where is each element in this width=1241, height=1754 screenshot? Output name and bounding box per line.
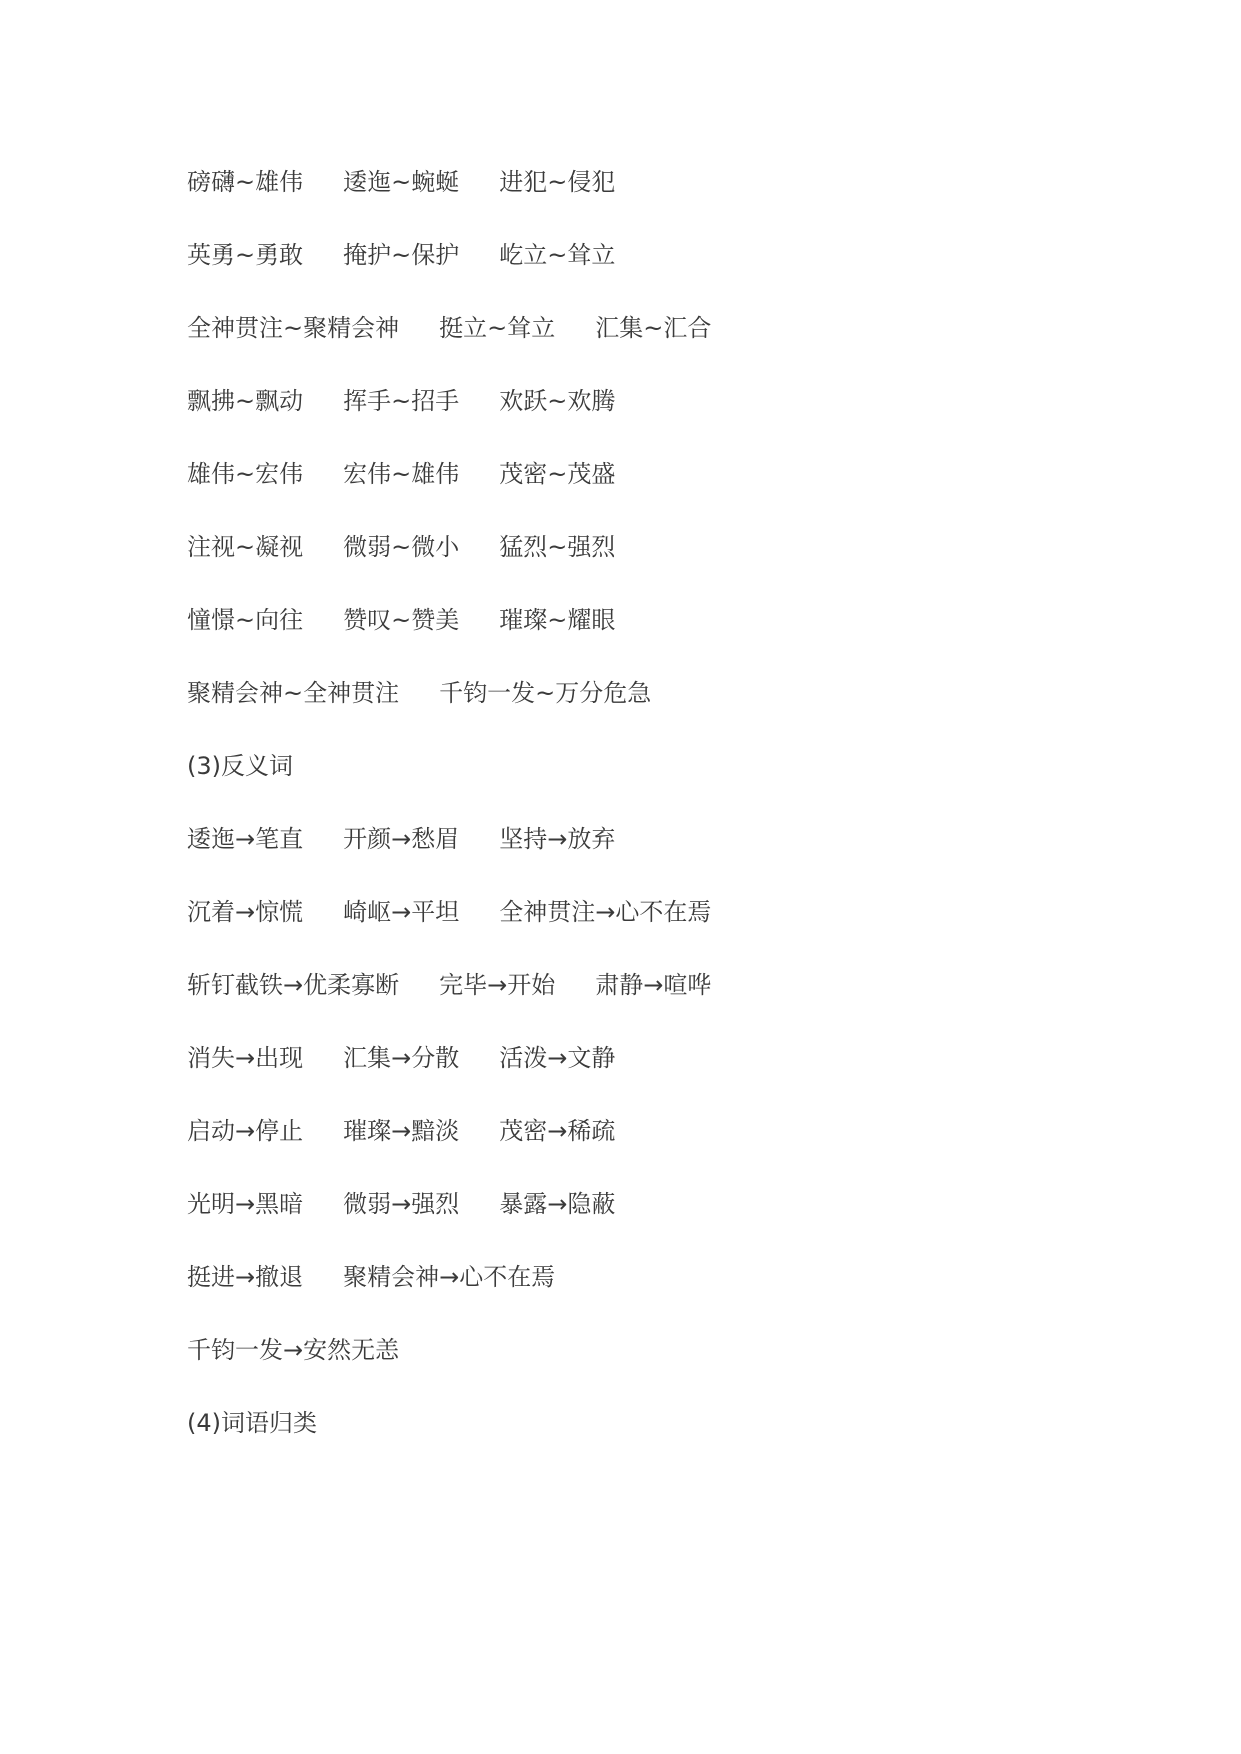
word-pair: 飘拂~飘动: [187, 387, 304, 415]
synonym-line-3: [187, 308, 711, 348]
word-pair: 茂密~茂盛: [499, 460, 616, 488]
word-pair: 开颜→愁眉: [343, 825, 460, 853]
synonym-line-5: [187, 454, 615, 494]
antonym-line-2: [187, 892, 711, 932]
antonym-line-6: [187, 1184, 615, 1224]
word-pair: 全神贯注~聚精会神: [187, 314, 400, 342]
word-pair: 宏伟~雄伟: [343, 460, 460, 488]
synonym-line-7: [187, 600, 615, 640]
antonym-line-5: [187, 1111, 615, 1151]
word-pair: 逶迤~蜿蜒: [343, 168, 460, 196]
section-heading-classification: [187, 1403, 317, 1443]
word-pair: 注视~凝视: [187, 533, 304, 561]
word-pair: 茂密→稀疏: [499, 1117, 616, 1145]
antonym-line-3: [187, 965, 711, 1005]
synonym-line-4: [187, 381, 615, 421]
word-pair: 汇集→分散: [343, 1044, 460, 1072]
word-pair: 暴露→隐蔽: [499, 1190, 616, 1218]
word-pair: 璀璨→黯淡: [343, 1117, 460, 1145]
word-pair: 逶迤→笔直: [187, 825, 304, 853]
word-pair: 屹立~耸立: [499, 241, 616, 269]
word-pair: 消失→出现: [187, 1044, 304, 1072]
synonym-line-8: [187, 673, 651, 713]
word-pair: 憧憬~向往: [187, 606, 304, 634]
synonym-line-2: [187, 235, 615, 275]
word-pair: 千钧一发~万分危急: [439, 679, 652, 707]
word-pair: 英勇~勇敢: [187, 241, 304, 269]
word-pair: 沉着→惊慌: [187, 898, 304, 926]
word-pair: 光明→黑暗: [187, 1190, 304, 1218]
word-pair: 汇集~汇合: [595, 314, 712, 342]
word-pair: 璀璨~耀眼: [499, 606, 616, 634]
word-pair: 猛烈~强烈: [499, 533, 616, 561]
word-pair: 微弱→强烈: [343, 1190, 460, 1218]
word-pair: 挥手~招手: [343, 387, 460, 415]
word-pair: 完毕→开始: [439, 971, 556, 999]
word-pair: 聚精会神→心不在焉: [343, 1263, 556, 1291]
word-pair: 微弱~微小: [343, 533, 460, 561]
word-pair: 全神贯注→心不在焉: [499, 898, 712, 926]
section-heading-antonyms: [187, 746, 293, 786]
word-pair: 斩钉截铁→优柔寡断: [187, 971, 400, 999]
word-pair: 启动→停止: [187, 1117, 304, 1145]
word-pair: 坚持→放弃: [499, 825, 616, 853]
word-pair: 崎岖→平坦: [343, 898, 460, 926]
word-pair: 赞叹~赞美: [343, 606, 460, 634]
section-heading: (3)反义词: [187, 752, 293, 780]
word-pair: 雄伟~宏伟: [187, 460, 304, 488]
antonym-line-7: [187, 1257, 555, 1297]
word-pair: 肃静→喧哗: [595, 971, 712, 999]
word-pair: 聚精会神~全神贯注: [187, 679, 400, 707]
word-pair: 磅礴~雄伟: [187, 168, 304, 196]
word-pair: 千钧一发→安然无恙: [187, 1336, 400, 1364]
synonym-line-6: [187, 527, 615, 567]
section-heading: (4)词语归类: [187, 1409, 317, 1437]
word-pair: 欢跃~欢腾: [499, 387, 616, 415]
antonym-line-8: [187, 1330, 399, 1370]
antonym-line-4: [187, 1038, 615, 1078]
word-pair: 掩护~保护: [343, 241, 460, 269]
word-pair: 进犯~侵犯: [499, 168, 616, 196]
word-pair: 活泼→文静: [499, 1044, 616, 1072]
word-pair: 挺进→撤退: [187, 1263, 304, 1291]
synonym-line-1: [187, 162, 615, 202]
antonym-line-1: [187, 819, 615, 859]
word-pair: 挺立~耸立: [439, 314, 556, 342]
